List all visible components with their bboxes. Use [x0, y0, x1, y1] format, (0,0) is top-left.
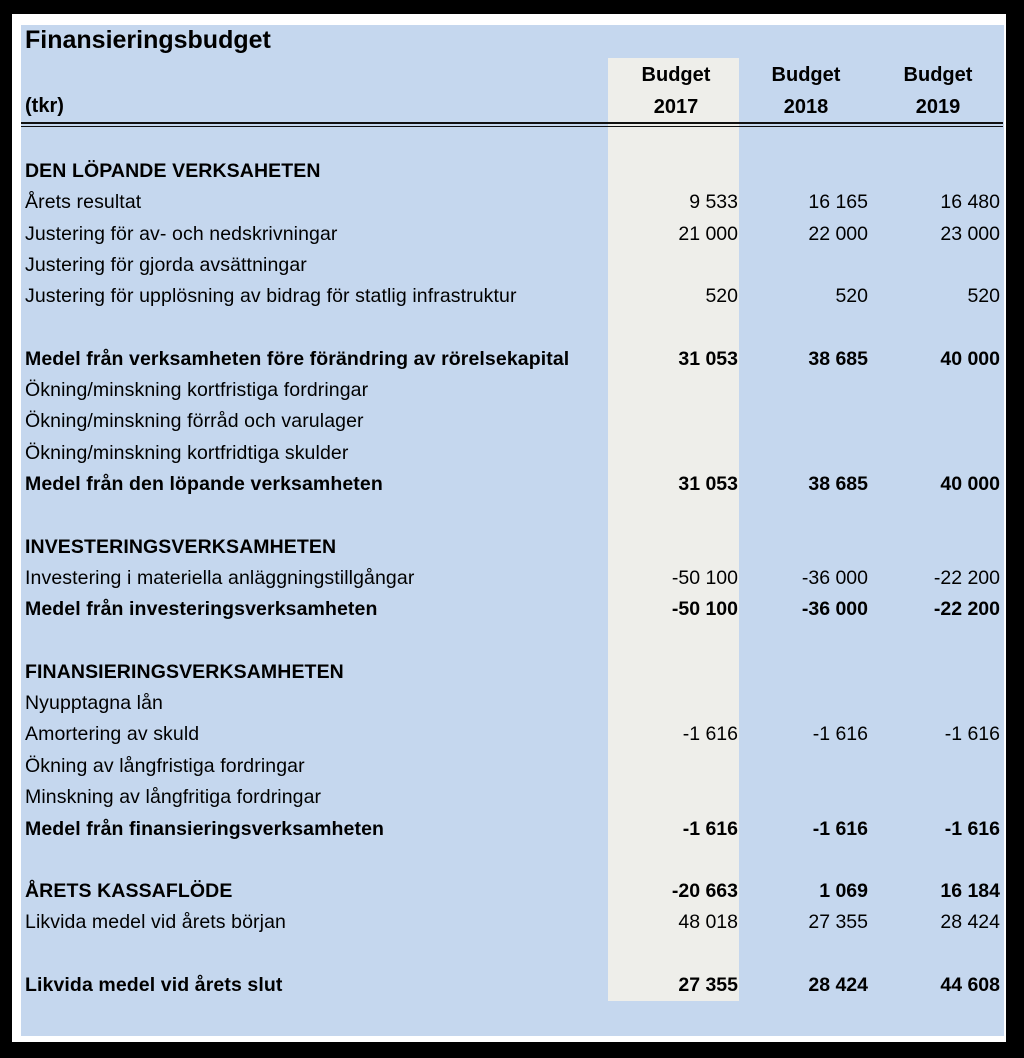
value-2017: -1 616 — [682, 723, 738, 745]
table-row — [0, 376, 1024, 407]
value-2018: -36 000 — [801, 567, 868, 589]
value-2018: 38 685 — [808, 348, 868, 370]
table-row — [0, 282, 1024, 313]
row-label: ÅRETS KASSAFLÖDE — [25, 880, 233, 902]
value-2019: 28 424 — [940, 911, 1000, 933]
table-row-subtotal — [0, 470, 1024, 501]
row-label: FINANSIERINGSVERKSAMHETEN — [25, 661, 344, 683]
value-2018: 1 069 — [819, 880, 868, 902]
value-2017: 21 000 — [678, 223, 738, 245]
row-label: Ökning av långfristiga fordringar — [25, 755, 305, 777]
value-2019: 40 000 — [940, 348, 1000, 370]
table-row — [0, 689, 1024, 720]
table-row-subtotal — [0, 595, 1024, 626]
table-row — [0, 251, 1024, 282]
row-label: Justering för av- och nedskrivningar — [25, 223, 338, 245]
value-2019: -22 200 — [933, 598, 1000, 620]
column-header-line2: 2019 — [915, 96, 961, 118]
row-label: Medel från verksamheten före förändring av rörelsekapital — [25, 348, 570, 370]
table-row — [0, 407, 1024, 438]
value-2017: -50 100 — [671, 598, 738, 620]
value-2017: 48 018 — [678, 911, 738, 933]
value-2019: 520 — [967, 285, 1000, 307]
row-label: Minskning av långfritiga fordringar — [25, 786, 322, 808]
value-2018: 28 424 — [808, 974, 868, 996]
value-2019: 16 480 — [940, 191, 1000, 213]
value-2017: -20 663 — [671, 880, 738, 902]
value-2018: 16 165 — [808, 191, 868, 213]
row-label: DEN LÖPANDE VERKSAHETEN — [25, 160, 321, 182]
table-row — [0, 533, 1024, 564]
table-row-total — [0, 971, 1024, 1002]
table-row-subtotal — [0, 345, 1024, 376]
row-label: Investering i materiella anläggningstillgångar — [25, 567, 415, 589]
table-row — [0, 439, 1024, 470]
table-row — [0, 752, 1024, 783]
row-label: Likvida medel vid årets början — [25, 911, 286, 933]
value-2018: -36 000 — [801, 598, 868, 620]
table-row — [0, 720, 1024, 751]
header-divider-thin — [21, 126, 1003, 127]
row-label: Medel från investeringsverksamheten — [25, 598, 378, 620]
value-2017: 27 355 — [678, 974, 738, 996]
value-2018: -1 616 — [812, 818, 868, 840]
row-label: Justering för upplösning av bidrag för statlig infrastruktur — [25, 285, 517, 307]
row-label: Ökning/minskning kortfridtiga skulder — [25, 442, 349, 464]
row-label: INVESTERINGSVERKSAMHETEN — [25, 536, 337, 558]
column-header-2018 — [746, 59, 866, 123]
table-row-total — [0, 877, 1024, 908]
column-header-2019 — [878, 59, 998, 123]
row-label: Nyupptagna lån — [25, 692, 164, 714]
column-header-line2: 2018 — [783, 96, 829, 118]
unit-label: (tkr) — [25, 95, 64, 117]
table-row — [0, 188, 1024, 219]
table-row — [0, 157, 1024, 188]
value-2017: 31 053 — [678, 348, 738, 370]
column-header-line1: Budget — [641, 64, 711, 86]
header-divider — [21, 122, 1003, 124]
column-header-line1: Budget — [771, 64, 841, 86]
page-title: Finansieringsbudget — [25, 26, 271, 54]
value-2019: -1 616 — [944, 818, 1000, 840]
row-label: Justering för gjorda avsättningar — [25, 254, 307, 276]
value-2019: -22 200 — [933, 567, 1000, 589]
row-label: Medel från finansieringsverksamheten — [25, 818, 385, 840]
column-header-line1: Budget — [903, 64, 973, 86]
column-header-line2: 2017 — [653, 96, 699, 118]
table-row — [0, 908, 1024, 939]
value-2019: 16 184 — [940, 880, 1000, 902]
value-2018: 22 000 — [808, 223, 868, 245]
value-2018: 520 — [835, 285, 868, 307]
table-row — [0, 220, 1024, 251]
table-row-subtotal — [0, 815, 1024, 846]
value-2019: -1 616 — [944, 723, 1000, 745]
row-label: Medel från den löpande verksamheten — [25, 473, 383, 495]
table-row — [0, 783, 1024, 814]
value-2019: 23 000 — [940, 223, 1000, 245]
table-row — [0, 658, 1024, 689]
row-label: Likvida medel vid årets slut — [25, 974, 283, 996]
row-label: Ökning/minskning kortfristiga fordringar — [25, 379, 369, 401]
value-2017: -50 100 — [671, 567, 738, 589]
row-label: Ökning/minskning förråd och varulager — [25, 410, 364, 432]
row-label: Amortering av skuld — [25, 723, 200, 745]
value-2017: -1 616 — [682, 818, 738, 840]
row-label: Årets resultat — [25, 191, 142, 213]
value-2019: 44 608 — [940, 974, 1000, 996]
value-2017: 31 053 — [678, 473, 738, 495]
value-2018: 38 685 — [808, 473, 868, 495]
value-2017: 9 533 — [689, 191, 738, 213]
value-2017: 520 — [705, 285, 738, 307]
value-2019: 40 000 — [940, 473, 1000, 495]
value-2018: -1 616 — [812, 723, 868, 745]
table-row — [0, 564, 1024, 595]
value-2018: 27 355 — [808, 911, 868, 933]
column-header-2017 — [616, 59, 736, 123]
